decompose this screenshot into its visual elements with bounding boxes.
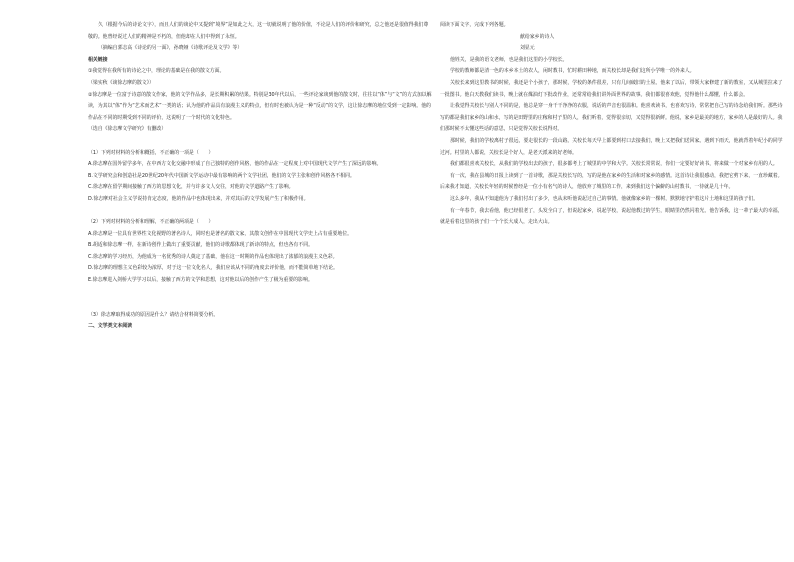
paragraph: ②徐志摩是一位富于诗意的散文作家，他的文学作品多，是长期积累的结果。特别是30年代以后，一些评论家谈到他的散文时，往往以“体”与“文”的方式加以解读，为其以“体”作为“艺术而艺术”一类的话；认为他的作品具有浪漫主义的特点，但有时也被认为是一种“反动”的文学，这让徐志摩的地位受到一定影响。他的作品在不同的时期受到不同的评价，这说明了一个时代的文化特色。 [88, 91, 432, 121]
paragraph: ①我觉得在我所有的诗论之中，理论的基础是在我的散文方面。 [88, 68, 225, 75]
paragraph: 久（根据今后的诗论文字），而且人们的谈论中又提到“境界”是如此之大，这一切就说明了他的价值，不论是人们的评价和研究，总之他还是很值得我们尊敬的。他曾经说过人们的精神是不朽的，但他却在人们中得到了永恒。 [88, 22, 429, 40]
option: B.文学研究会和创造社是20世纪20年代中国新文学运动中最有影响的两个文学社团，他们的文学主张和创作风格各不相同。 [88, 172, 355, 179]
option: D.徐志摩的理想主义色彩较为浓厚，对于这一位文化名人，我们应该从不同的角度去评价他，而不能简单地下结论。 [88, 265, 338, 272]
paragraph: 那时候，我们的学校离村子很远，要走很长的一段山路。关校长每天早上都要到村口去接我们，晚上又把我们送回家。遇到下雨天，他就背着年纪小的同学过河。村里的人都说，关校长是个好人，是老天派来的好老师。 [440, 137, 783, 156]
option: C.徐志摩在留学期间接触了西方的思想文化，并与许多文人交往，对他的文学道路产生了影响。 [88, 184, 294, 191]
option: E.徐志摩进入剑桥大学学习以后，接触了西方的文学和思想，这对他以后的创作产生了极为重要的影响。 [88, 277, 313, 284]
option: D.徐志摩对社会主义学说持肯定态度，他的作品中也体现出来，并对其后的文学发展产生了积极作用。 [88, 195, 309, 202]
paragraph: 让我觉得关校长与别人不同的是，他总是穿一身干干净净的衣服，说话的声音也很温和。他喜欢读书，也喜欢写诗，常常把自己写的诗念给我们听。那些诗写的都是我们家乡的山和水，写的是田野里的庄稼和村子里的人，我们听着，觉得很亲切，又觉得很新鲜。他说，家乡是最美的地方，家乡的人是最好的人。我们那时候不太懂这些话的意思，只是觉得关校长说得对。 [440, 103, 783, 133]
paragraph: 他姓关，是我的语文老师，也是我们这里的小学校长。 [450, 56, 568, 63]
option: C.徐志摩的学习经历，为他成为一名优秀的诗人奠定了基础，他在这一时期的作品也体现出了浓郁的浪漫主义色彩。 [88, 253, 338, 260]
citation: （选自《徐志摩文学研究》有删改） [88, 126, 167, 133]
right-column [440, 20, 786, 552]
paragraph: 学校的教师都是清一色的本乡本土的农人，闲时教书，忙时耕田种地，而关校长却是我们这所小学唯一的外来人。 [450, 68, 695, 75]
question: （3）徐志摩取得成功的原因是什么？请结合材料简要分析。 [88, 311, 219, 318]
paragraph: 我们都很喜欢关校长，从我们的学校出去的孩子，很多都考上了城里的中学和大学。关校长常常说，你们一定要好好读书，将来做一个对家乡有用的人。 [450, 161, 778, 168]
option: A.徐志摩在国外留学多年，在中西方文化交融中形成了自己独特的创作风格，他的作品在一定程度上对中国现代文学产生了深远的影响。 [88, 161, 382, 168]
article-author: 刘显元 [520, 45, 535, 52]
paragraph: 有一年春节，我去看他，他已经很老了，头发全白了，但说起家乡，说起学校，说起他教过的学生，眼睛里仍然闪着光。他告诉我，这一辈子最大的幸福，就是看着这里的孩子们一个个长大成人，走出大山。 [440, 207, 783, 226]
section-label: 相关链接 [88, 56, 108, 63]
paragraph: 这么多年，我从不知道他为了我们付出了多少，也从未听他说起过自己的事情。他就像家乡的一棵树，默默地守护着这片土地和这里的孩子们。 [450, 195, 759, 202]
question: （1）下列对材料的分析和概括，不正确的一项是（ ） [88, 149, 214, 156]
article-title: 献给家乡的诗人 [520, 33, 555, 40]
option: B.胡适和徐志摩一样，在新诗创作上做出了重要贡献，他们的诗歌都体现了新诗的特点，但也各有不同。 [88, 242, 313, 249]
instruction: 阅读下面文字，完成下列各题。 [440, 22, 509, 28]
paragraph: 有一次，我在县城的日报上读到了一首诗歌，那是关校长写的，写的是他在家乡的生活和对家乡的感情。这首诗让我很感动，我把它剪下来，一直珍藏着。后来我才知道，关校长年轻的时候曾经是一位小有名气的诗人，他放弃了城里的工作，来到我们这个偏僻的山村教书，一待就是几十年。 [440, 172, 783, 191]
citation: （梁实秋《谈徐志摩的散文》） [88, 79, 155, 86]
section-heading: 二、文学类文本阅读 [88, 323, 133, 330]
question: （2）下列对材料的分析和理解，不正确的两项是（ ） [88, 219, 214, 226]
paragraph: 关校长来到这里教书的时候，我还是个小孩子，那时候，学校的条件很差，只有几间破旧的土屋。他来了以后，带领大家修建了新的教室，又从城里拉来了一批图书。他白天教我们读书，晚上就在煤油灯下批改作业，还常常给我们讲外面世界的故事。我们都很喜欢他，觉得他什么都懂，什么都会。 [440, 79, 783, 98]
left-column [88, 20, 433, 552]
option: A.徐志摩是一位具有世界性文化视野的著名诗人，同时也是著名的散文家，其散文创作在中国现代文学史上占有重要地位。 [88, 230, 353, 237]
citation: （摘编自郭志高《诗论的另一面》，孙晓娅《诗歌评论及文学》等） [98, 45, 243, 52]
